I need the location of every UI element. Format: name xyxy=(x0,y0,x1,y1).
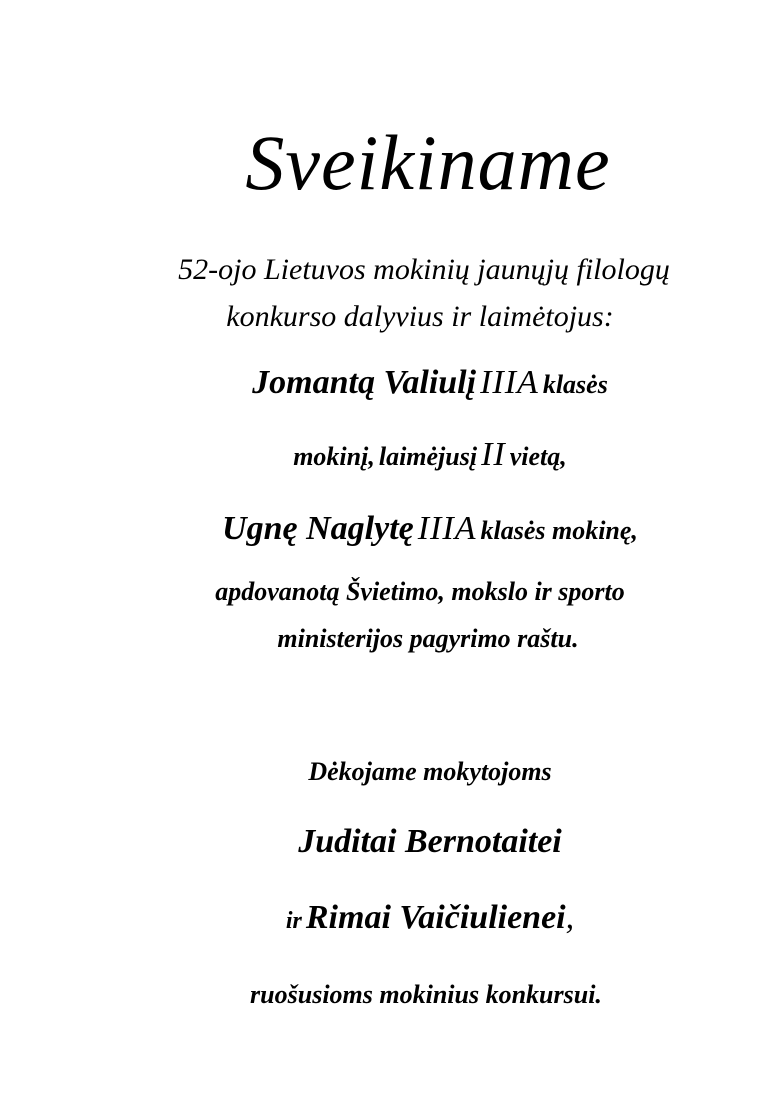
teacher1-name: Juditai Bernotaitei xyxy=(298,823,562,860)
student1-place-word: vietą, xyxy=(509,442,567,471)
student1-line-2 xyxy=(40,436,780,474)
page-title: Sveikiname xyxy=(245,119,611,206)
student1-role: mokinį, xyxy=(293,442,375,471)
student2-grade-suffix: klasės mokinę, xyxy=(480,516,638,545)
teacher2-connector: ir xyxy=(285,908,302,934)
student1-grade: IIIA xyxy=(480,364,539,401)
student2-award-text-1: apdovanotą Švietimo, mokslo ir sporto xyxy=(215,577,625,606)
closing-text: ruošusioms mokinius konkursui. xyxy=(250,980,602,1009)
thanks-heading xyxy=(40,757,780,787)
intro-line-2: konkurso dalyvius ir laimėtojus: xyxy=(226,300,614,333)
student2-award-line-2 xyxy=(38,624,780,654)
student2-award-text-2: ministerijos pagyrimo raštu. xyxy=(277,624,579,653)
student2-name: Ugnę Naglytę xyxy=(222,510,414,547)
student1-line-1 xyxy=(40,364,780,402)
intro-line-1: 52-ojo Lietuvos mokinių jaunųjų filologų xyxy=(178,253,670,286)
teacher2-line xyxy=(40,899,780,937)
student1-grade-suffix: klasės xyxy=(542,370,608,399)
student2-grade: IIIA xyxy=(417,510,477,547)
closing-line xyxy=(36,980,780,1010)
teacher1-line xyxy=(40,823,780,861)
student2-award-line-1 xyxy=(30,577,780,607)
teacher2-name: Rimai Vaičiulienei xyxy=(305,899,566,936)
thanks-heading-text: Dėkojame mokytojoms xyxy=(308,757,552,786)
teacher2-punct: , xyxy=(565,899,575,936)
student1-place: II xyxy=(481,436,506,473)
student2-line-1 xyxy=(40,510,780,548)
student1-achievement: laimėjusį xyxy=(378,442,478,471)
student1-name: Jomantą Valiulį xyxy=(252,364,477,401)
